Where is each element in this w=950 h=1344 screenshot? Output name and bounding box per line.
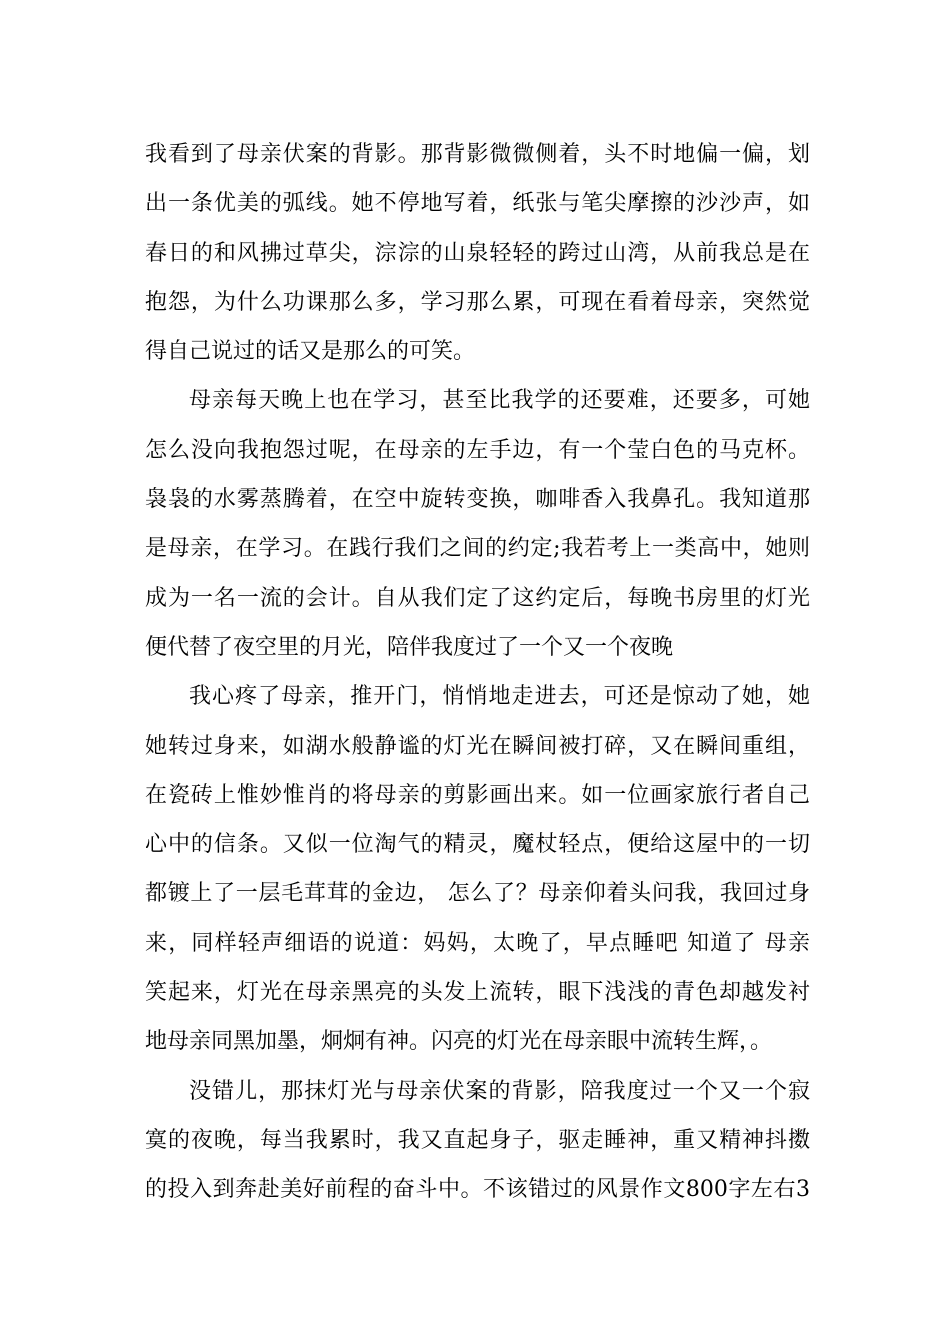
text-line: 都镀上了一层毛茸茸的金边， 怎么了？母亲仰着头问我，我回过身	[145, 881, 810, 907]
text-line: 在瓷砖上惟妙惟肖的将母亲的剪影画出来。如一位画家旅行者自己	[145, 782, 810, 808]
text-line: 便代替了夜空里的月光，陪伴我度过了一个又一个夜晚	[145, 634, 674, 660]
text-line: 她转过身来，如湖水般静谧的灯光在瞬间被打碎，又在瞬间重组，	[145, 733, 810, 759]
text-line: 寞的夜晚，每当我累时，我又直起身子，驱走睡神，重又精神抖擞	[145, 1127, 810, 1153]
text-line: 抱怨，为什么功课那么多，学习那么累，可现在看着母亲，突然觉	[145, 289, 810, 315]
paragraph-2	[145, 376, 810, 672]
text-line: 的投入到奔赴美好前程的奋斗中。不该错过的风景作文800字左右3	[145, 1177, 810, 1203]
text-line: 是母亲，在学习。在践行我们之间的约定;我若考上一类高中，她则	[145, 536, 810, 562]
text-line: 笑起来，灯光在母亲黑亮的头发上流转，眼下浅浅的青色却越发衬	[145, 980, 810, 1006]
essay-body	[145, 130, 810, 1215]
text-line: 没错儿，那抹灯光与母亲伏案的背影，陪我度过一个又一个寂	[189, 1078, 810, 1104]
paragraph-4	[145, 1067, 810, 1215]
text-line: 得自己说过的话又是那么的可笑。	[145, 339, 476, 365]
text-line: 地母亲同黑加墨，炯炯有神。闪亮的灯光在母亲眼中流转生辉，。	[145, 1029, 773, 1055]
text-line: 成为一名一流的会计。自从我们定了这约定后，每晚书房里的灯光	[145, 585, 810, 611]
text-line: 春日的和风拂过草尖，淙淙的山泉轻轻的跨过山湾，从前我总是在	[145, 240, 810, 266]
paragraph-1	[145, 130, 810, 376]
text-line: 袅袅的水雾蒸腾着，在空中旋转变换，咖啡香入我鼻孔。我知道那	[145, 487, 810, 513]
text-line: 母亲每天晚上也在学习，甚至比我学的还要难，还要多，可她	[189, 388, 810, 414]
text-line: 怎么没向我抱怨过呢，在母亲的左手边，有一个莹白色的马克杯。	[145, 437, 810, 463]
text-line: 心中的信条。又似一位淘气的精灵，魔杖轻点，便给这屋中的一切	[145, 832, 810, 858]
text-line: 出一条优美的弧线。她不停地写着，纸张与笔尖摩擦的沙沙声，如	[145, 191, 810, 217]
text-line: 来，同样轻声细语的说道：妈妈，太晚了，早点睡吧 知道了 母亲	[145, 930, 810, 956]
text-line: 我心疼了母亲，推开门，悄悄地走进去，可还是惊动了她，她	[189, 684, 810, 710]
paragraph-3	[145, 672, 810, 1066]
text-line: 我看到了母亲伏案的背影。那背影微微侧着，头不时地偏一偏，划	[145, 142, 810, 167]
